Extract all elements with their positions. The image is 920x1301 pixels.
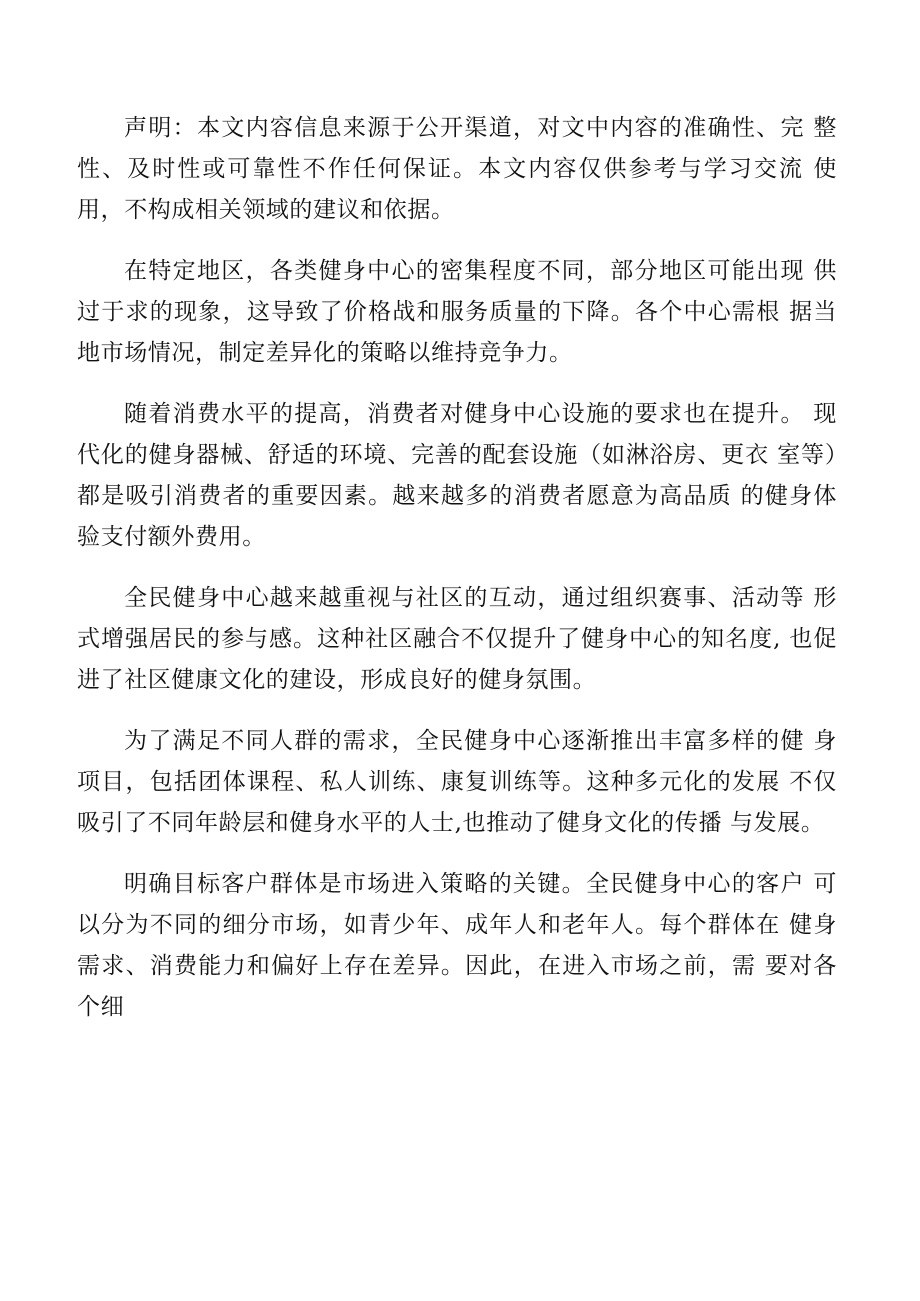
paragraph-disclaimer: 声明：本文内容信息来源于公开渠道，对文中内容的准确性、完 整性、及时性或可靠性不作任何保证。本文内容仅供参考与学习交流 使用，不构成相关领域的建议和依据。 bbox=[77, 115, 837, 223]
paragraph-diversified-programs: 为了满足不同人群的需求，全民健身中心逐渐推出丰富多样的健 身项目，包括团体课程、私人训练、康复训练等。这种多元化的发展 不仅吸引了不同年龄层和健身水平的人士,也推动了健身文化的传播 与发展。 bbox=[77, 728, 837, 836]
paragraph-community-interaction: 全民健身中心越来越重视与社区的互动，通过组织赛事、活动等 形式增强居民的参与感。这种社区融合不仅提升了健身中心的知名度, 也促进了社区健康文化的建设，形成良好的健身氛围。 bbox=[77, 585, 837, 693]
paragraph-facility-demand: 随着消费水平的提高，消费者对健身中心设施的要求也在提升。 现代化的健身器械、舒适的环境、完善的配套设施（如淋浴房、更衣 室等）都是吸引消费者的重要因素。越来越多的消费者愿意为高品质 的健身体验支付额外费用。 bbox=[77, 401, 837, 550]
paragraph-target-customers: 明确目标客户群体是市场进入策略的关键。全民健身中心的客户 可以分为不同的细分市场，如青少年、成年人和老年人。每个群体在 健身需求、消费能力和偏好上存在差异。因此，在进入市场之前，需 要对各个细 bbox=[77, 871, 837, 1020]
document-body bbox=[77, 108, 837, 1048]
paragraph-regional-density: 在特定地区，各类健身中心的密集程度不同，部分地区可能出现 供过于求的现象，这导致了价格战和服务质量的下降。各个中心需根 据当地市场情况，制定差异化的策略以维持竞争力。 bbox=[77, 258, 837, 366]
